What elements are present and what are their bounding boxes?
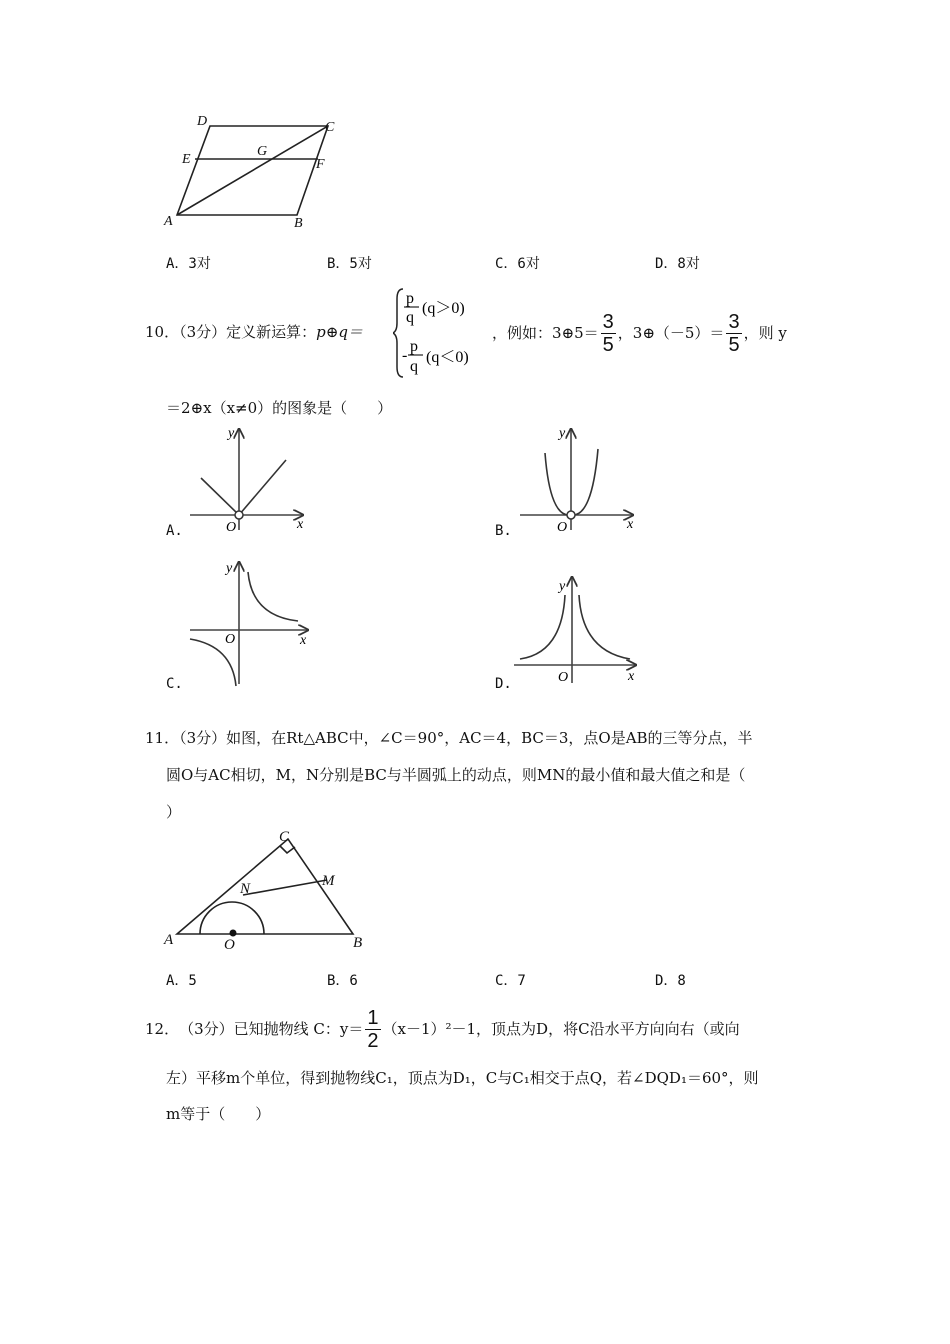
q10-option-b[interactable]: B. bbox=[495, 523, 512, 539]
q11-option-d[interactable]: D．8 bbox=[655, 973, 686, 989]
graph-a-y: y bbox=[228, 426, 235, 441]
q10-intro: 定义新运算： bbox=[226, 323, 317, 341]
q9-parallelogram-figure bbox=[160, 110, 360, 235]
q12-line1 bbox=[145, 1005, 740, 1053]
q10-case2-num: p bbox=[410, 338, 418, 355]
q10-graph-c[interactable] bbox=[180, 558, 315, 690]
graph-c-upper-branch bbox=[248, 572, 298, 621]
q10-ex2-den: 5 bbox=[728, 333, 740, 356]
label-c: C bbox=[325, 120, 335, 135]
q10-graph-d[interactable] bbox=[508, 573, 643, 688]
label-d: D bbox=[197, 114, 208, 129]
q10-option-c[interactable]: C. bbox=[166, 676, 183, 692]
q12-text-a: 已知抛物线 C：y＝ bbox=[233, 1020, 364, 1038]
q10-ex1-num: 3 bbox=[602, 310, 614, 333]
q10-graph-b[interactable] bbox=[510, 423, 640, 535]
q11-line3: ） bbox=[166, 803, 182, 821]
graph-d-origin: O bbox=[558, 670, 569, 685]
q10-graph-a[interactable] bbox=[180, 423, 310, 535]
q10-example-prefix: ，例如：3⊕5＝ bbox=[492, 324, 599, 342]
q9-option-d[interactable]: D．8对 bbox=[655, 256, 700, 272]
q11-option-b[interactable]: B．6 bbox=[327, 973, 358, 989]
q10-example-suffix: ，则 y bbox=[743, 324, 787, 342]
q10-example-mid: ，3⊕（－5）＝ bbox=[617, 324, 725, 342]
graph-d-x: x bbox=[628, 669, 635, 684]
label-e: E bbox=[182, 152, 191, 167]
graph-c-origin: O bbox=[225, 632, 236, 647]
q12-points: （3分） bbox=[179, 1020, 234, 1038]
graph-b-x: x bbox=[627, 517, 634, 532]
q10-example bbox=[492, 310, 787, 356]
graph-a-left-ray bbox=[201, 478, 239, 515]
label-o: O bbox=[224, 937, 235, 953]
q12-frac-num: 1 bbox=[367, 1006, 379, 1029]
label-g: G bbox=[257, 144, 268, 159]
label-c-11: C bbox=[279, 829, 290, 845]
point-o bbox=[230, 930, 237, 937]
q11-line1: 11．（3分）如图，在Rt△ABC中，∠C＝90°，AC＝4，BC＝3，点O是AB的三等分点，半 bbox=[145, 729, 753, 747]
q9-option-b[interactable]: B．5对 bbox=[327, 256, 372, 272]
label-f: F bbox=[316, 157, 325, 172]
graph-a-x: x bbox=[297, 517, 304, 532]
q10-option-a[interactable]: A. bbox=[166, 523, 183, 539]
graph-c-x: x bbox=[300, 633, 307, 648]
q10-points: （3分） bbox=[179, 323, 227, 341]
q10-case2-den: q bbox=[410, 358, 418, 375]
q10-expr: p⊕q＝ bbox=[316, 323, 363, 341]
q10-option-d[interactable]: D. bbox=[495, 676, 512, 692]
graph-a-right-ray bbox=[239, 460, 286, 515]
q10-case1-num: p bbox=[406, 290, 414, 307]
graph-d-y: y bbox=[559, 579, 566, 594]
q10-case1-den: q bbox=[406, 309, 414, 326]
q12-frac-den: 2 bbox=[367, 1029, 379, 1052]
q12-fraction bbox=[365, 1008, 380, 1051]
q10-case2-cond: (q＜0) bbox=[426, 349, 469, 366]
q10-case1-cond: (q＞0) bbox=[422, 300, 465, 317]
q10-line1-left bbox=[145, 322, 363, 342]
q10-ex2-num: 3 bbox=[728, 310, 740, 333]
label-m: M bbox=[322, 873, 335, 889]
q11-line2: 圆O与AC相切，M，N分别是BC与半圆弧上的动点，则MN的最小值和最大值之和是（ bbox=[166, 766, 746, 784]
q9-option-a[interactable]: A．3对 bbox=[166, 256, 211, 272]
q10-number: 10． bbox=[145, 323, 180, 341]
label-n: N bbox=[240, 881, 251, 897]
q12-line2: 左）平移m个单位，得到抛物线C₁，顶点为D₁，C与C₁相交于点Q，若∠DQD₁＝60°，则 bbox=[166, 1069, 759, 1087]
label-b-11: B bbox=[353, 935, 363, 951]
diagonal-ac bbox=[177, 126, 328, 215]
q12-text-b: （x－1）²－1，顶点为D，将C沿水平方向向右（或向 bbox=[382, 1020, 740, 1038]
q9-option-c[interactable]: C．6对 bbox=[495, 256, 540, 272]
label-b: B bbox=[294, 216, 303, 231]
q10-ex1-den: 5 bbox=[602, 333, 614, 356]
q11-option-c[interactable]: C．7 bbox=[495, 973, 526, 989]
q11-triangle-figure bbox=[160, 825, 380, 955]
q10-example-frac-1 bbox=[601, 312, 616, 355]
q12-line3: m等于（ ） bbox=[166, 1105, 271, 1123]
graph-d-right-branch bbox=[579, 595, 630, 659]
q10-case2-sign: - bbox=[402, 347, 408, 364]
label-a-11: A bbox=[164, 932, 174, 948]
graph-c-y: y bbox=[226, 561, 233, 576]
segment-mn bbox=[243, 880, 327, 895]
label-a: A bbox=[164, 214, 173, 229]
q10-piecewise-brace bbox=[393, 285, 493, 383]
q10-line2: ＝2⊕x（x≠0）的图象是（ ） bbox=[166, 399, 393, 417]
graph-b-y: y bbox=[559, 426, 566, 441]
q11-option-a[interactable]: A．5 bbox=[166, 973, 197, 989]
q10-example-frac-2 bbox=[726, 312, 741, 355]
graph-d-left-branch bbox=[520, 595, 565, 659]
graph-b-origin: O bbox=[557, 520, 568, 535]
graph-a-origin: O bbox=[226, 520, 237, 535]
q12-number: 12． bbox=[145, 1020, 180, 1038]
